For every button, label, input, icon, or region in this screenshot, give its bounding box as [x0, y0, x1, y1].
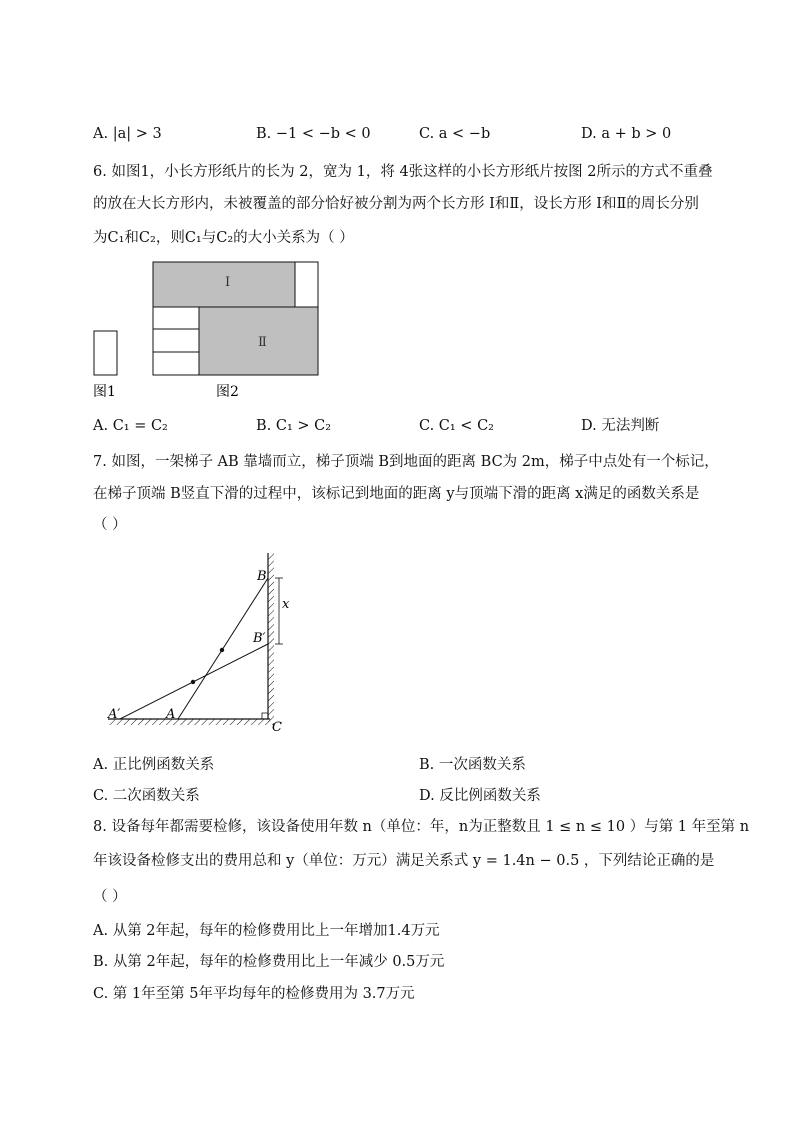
q7-stem-line2: 在梯子顶端 B竖直下滑的过程中，该标记到地面的距离 y与顶端下滑的距离 x满足的函数关系是 — [93, 486, 700, 502]
q8-stem-line2: 年该设备检修支出的费用总和 y（单位：万元）满足关系式 y = 1.4n − 0.5 ，下列结论正确的是 — [93, 853, 715, 869]
q7-option-b: B. 一次函数关系 — [419, 757, 526, 773]
q8-option-c: C. 第 1年至第 5年平均每年的检修费用为 3.7万元 — [93, 986, 415, 1002]
ground-hatching — [108, 719, 274, 725]
q6-stem-line2: 的放在大长方形内，未被覆盖的部分恰好被分割为两个长方形 Ⅰ和Ⅱ，设长方形 Ⅰ和Ⅱ的周长分别 — [93, 196, 699, 212]
q6-figure — [0, 0, 794, 410]
q6-option-d: D. 无法判断 — [581, 418, 660, 434]
q7-ladder-figure — [0, 540, 794, 740]
label-b-prime: B′ — [253, 631, 266, 646]
fig1-small-rectangle — [94, 331, 117, 375]
q5-option-c: C. a < −b — [419, 126, 491, 142]
region-1-label: Ⅰ — [225, 275, 231, 290]
q6-option-a: A. C₁ = C₂ — [93, 418, 168, 434]
wall-hatching — [268, 553, 274, 725]
q5-option-d: D. a + b > 0 — [581, 126, 672, 142]
q5-option-a: A. |a| > 3 — [93, 126, 162, 142]
fig2-caption: 图2 — [216, 384, 239, 400]
midpoint-mark-a-prime-b-prime — [191, 680, 195, 684]
q8-option-b: B. 从第 2年起，每年的检修费用比上一年减少 0.5万元 — [93, 954, 445, 970]
label-a: A — [166, 707, 176, 722]
q6-stem-line1: 6. 如图1，小长方形纸片的长为 2，宽为 1，将 4张这样的小长方形纸片按图 2所示的方式不重叠 — [93, 164, 713, 180]
q7-stem-line1: 7. 如图，一架梯子 AB 靠墙而立，梯子顶端 B到地面的距离 BC为 2m，梯子中点处有一个标记， — [93, 454, 719, 470]
q6-stem-line3: 为C₁和C₂，则C₁与C₂的大小关系为（ ） — [93, 230, 354, 246]
q5-option-b: B. −1 < −b < 0 — [256, 126, 371, 142]
region-2-label: Ⅱ — [258, 335, 267, 350]
q8-stem-line3: （ ） — [93, 889, 127, 905]
q7-option-d: D. 反比例函数关系 — [419, 788, 541, 804]
label-a-prime: A′ — [108, 707, 121, 722]
label-x: x — [282, 597, 290, 612]
q6-option-c: C. C₁ < C₂ — [419, 418, 494, 434]
fig2-small-rect-left-2 — [153, 329, 199, 352]
label-c: C — [272, 720, 282, 735]
q8-stem-line1: 8. 设备每年都需要检修，该设备使用年数 n（单位：年，n为正整数且 1 ≤ n ≤ 10 ）与第 1 年至第 n — [93, 819, 750, 835]
fig2-small-rect-left-1 — [153, 307, 199, 329]
q7-stem-line3: （ ） — [93, 517, 127, 533]
fig2-small-rect-left-3 — [153, 352, 199, 375]
q8-option-a: A. 从第 2年起，每年的检修费用比上一年增加1.4万元 — [93, 923, 440, 939]
q7-option-a: A. 正比例函数关系 — [93, 757, 215, 773]
fig2-small-rect-right — [295, 262, 318, 307]
q7-option-c: C. 二次函数关系 — [93, 788, 200, 804]
q6-option-b: B. C₁ > C₂ — [256, 418, 332, 434]
label-b: B — [257, 569, 267, 584]
fig1-caption: 图1 — [93, 384, 116, 400]
region-1-shaded — [153, 262, 295, 307]
right-angle-mark — [262, 713, 268, 719]
midpoint-mark-ab — [220, 648, 224, 652]
